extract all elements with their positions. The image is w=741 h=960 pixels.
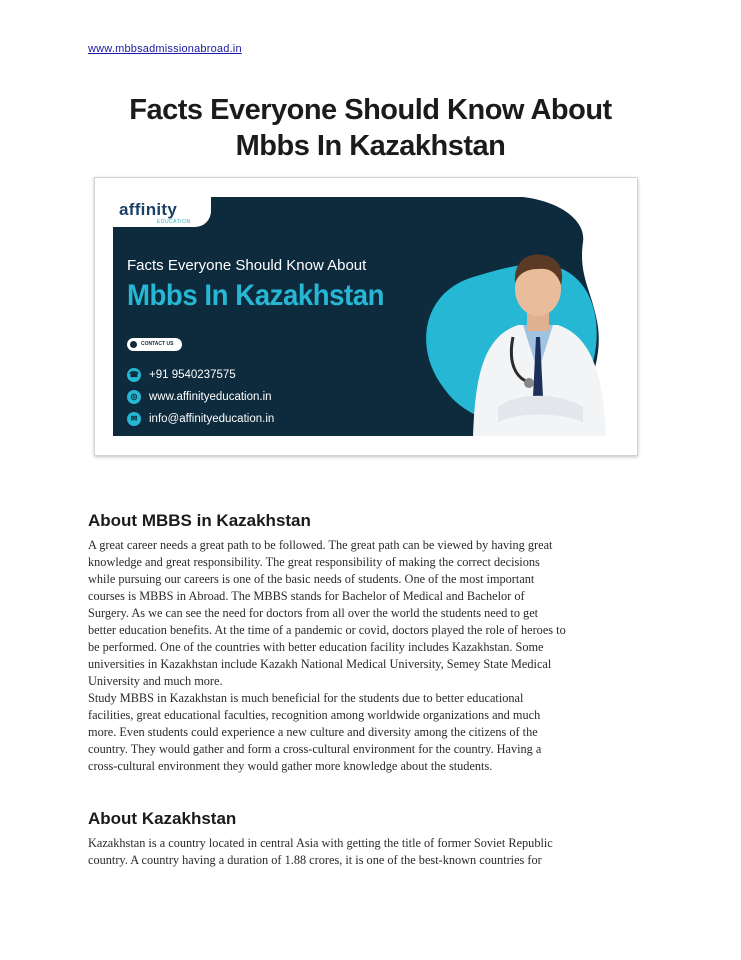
brand-logo-sub: EDUCATION xyxy=(157,219,191,225)
banner-image-frame xyxy=(94,177,638,456)
paragraph-line: A great career needs a great path to be followed. The great path can be viewed by having great xyxy=(88,538,553,552)
paragraph-line: while pursuing our careers is one of the basic needs of students. One of the most important xyxy=(88,572,535,586)
page-title-line-1: Facts Everyone Should Know About xyxy=(129,94,612,126)
site-url-link[interactable]: www.mbbsadmissionabroad.in xyxy=(88,43,242,55)
mail-icon: ✉ xyxy=(127,412,141,426)
paragraph-line: Study MBBS in Kazakhstan is much beneficial for the students due to better educational xyxy=(88,691,524,705)
section-body-kazakhstan xyxy=(88,835,654,869)
banner-phone-row xyxy=(127,368,236,382)
paragraph-line: country. They would gather and form a cross-cultural environment for the country. Having a xyxy=(88,742,542,756)
contact-us-badge xyxy=(127,338,182,351)
page-title-line-2: Mbbs In Kazakhstan xyxy=(235,130,506,162)
globe-icon: ◎ xyxy=(127,390,141,404)
phone-icon: ☎ xyxy=(127,368,141,382)
paragraph-line: Kazakhstan is a country located in central Asia with getting the title of former Soviet Republic xyxy=(88,836,553,850)
paragraph-line: be performed. One of the countries with better education facility includes Kazakhstan. Some xyxy=(88,640,544,654)
banner-title: Mbbs In Kazakhstan xyxy=(127,279,385,312)
page-title xyxy=(60,92,681,164)
contact-us-label: CONTACT US xyxy=(141,341,174,347)
paragraph-line: cross-cultural environment they would gather more knowledge about the students. xyxy=(88,759,493,773)
section-heading-kazakhstan: About Kazakhstan xyxy=(88,809,237,828)
paragraph-line: facilities, great educational faculties, recognition among worldwide organizations and much xyxy=(88,708,541,722)
section-heading-mbbs: About MBBS in Kazakhstan xyxy=(88,511,311,530)
section-body-mbbs xyxy=(88,537,654,775)
banner-website-row xyxy=(127,390,272,404)
logo-tab xyxy=(113,197,211,227)
contact-dot-icon xyxy=(130,341,137,348)
paragraph-line: University and much more. xyxy=(88,674,223,688)
paragraph-line: courses is MBBS in Abroad. The MBBS stands for Bachelor of Medical and Bachelor of xyxy=(88,589,525,603)
banner-email: info@affinityeducation.in xyxy=(149,413,275,426)
banner-email-row xyxy=(127,412,274,426)
banner-phone: +91 9540237575 xyxy=(149,369,236,382)
banner-website: www.affinityeducation.in xyxy=(149,391,272,404)
brand-logo: affinity xyxy=(119,200,178,219)
paragraph-line: knowledge and great responsibility. The great responsibility of making the correct decisions xyxy=(88,555,540,569)
paragraph-line: universities in Kazakhstan include Kazakh National Medical University, Semey State Medical xyxy=(88,657,552,671)
paragraph-line: better education benefits. At the time of a pandemic or covid, doctors played the role of heroes to xyxy=(88,623,566,637)
paragraph-line: more. Even students could experience a new culture and diversity among the citizens of the xyxy=(88,725,538,739)
banner-heading: Facts Everyone Should Know About xyxy=(127,257,367,274)
paragraph-line: Surgery. As we can see the need for doctors from all over the world the students need to get xyxy=(88,606,539,620)
banner-image xyxy=(113,197,620,436)
paragraph-line: country. A country having a duration of 1.88 crores, it is one of the best-known countries for xyxy=(88,853,542,867)
doctor-illustration xyxy=(403,197,620,436)
